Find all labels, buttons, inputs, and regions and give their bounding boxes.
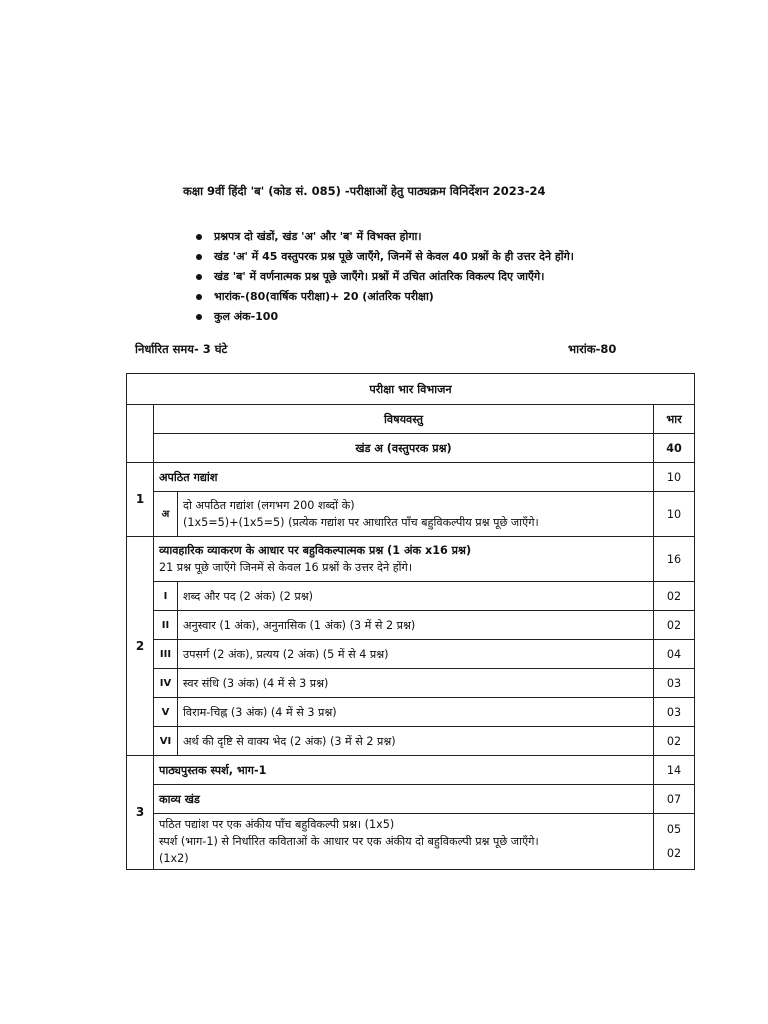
sub-item-marks: 03 bbox=[654, 669, 695, 698]
sub-item-marks: 02 bbox=[654, 582, 695, 611]
poetry-section-title: काव्य खंड bbox=[154, 785, 654, 814]
poetry-marks-a: 05 bbox=[666, 822, 682, 836]
table-row bbox=[127, 814, 695, 870]
table-row bbox=[127, 669, 695, 698]
header-marks: भार bbox=[654, 405, 695, 434]
poetry-details bbox=[154, 814, 654, 870]
question-title: पाठ्यपुस्तक स्पर्श, भाग-1 bbox=[154, 756, 654, 785]
question-line: 21 प्रश्न पूछे जाएँगे जिनमें से केवल 16 प्रश्नों के उत्तर देने होंगे। bbox=[159, 561, 413, 574]
question-marks: 16 bbox=[654, 537, 695, 582]
instruction-item: प्रश्नपत्र दो खंडों, खंड 'अ' और 'ब' में विभक्त होगा। bbox=[196, 228, 574, 248]
question-number: 2 bbox=[127, 537, 154, 756]
sub-item-marks: 04 bbox=[654, 640, 695, 669]
header-content: विषयवस्तु bbox=[154, 405, 654, 434]
table-row bbox=[127, 640, 695, 669]
poetry-line: स्पर्श (भाग-1) से निर्धारित कविताओं के आधार पर एक अंकीय दो बहुविकल्पी प्रश्न पूछे जाएँगे। bbox=[159, 835, 539, 848]
table-row bbox=[127, 463, 695, 492]
page-title: कक्षा 9वीं हिंदी 'ब' (कोड सं. 085) -परीक्षाओं हेतु पाठ्यक्रम विनिर्देशन 2023-24 bbox=[183, 184, 546, 198]
question-title: अपठित गद्यांश bbox=[154, 463, 654, 492]
table-header-row bbox=[127, 405, 695, 434]
sub-item-text: अर्थ की दृष्टि से वाक्य भेद (2 अंक) (3 में से 2 प्रश्न) bbox=[178, 727, 654, 756]
question-number: 1 bbox=[127, 463, 154, 537]
sub-item-label: III bbox=[154, 640, 178, 669]
table-row bbox=[127, 492, 695, 537]
question-title bbox=[154, 537, 654, 582]
sub-item-label: V bbox=[154, 698, 178, 727]
poetry-line: पठित पद्यांश पर एक अंकीय पाँच बहुविकल्पी प्रश्न। (1x5) bbox=[159, 818, 395, 831]
sub-item-label: VI bbox=[154, 727, 178, 756]
table-row bbox=[127, 611, 695, 640]
sub-item-text: अनुस्वार (1 अंक), अनुनासिक (1 अंक) (3 में से 2 प्रश्न) bbox=[178, 611, 654, 640]
question-marks: 14 bbox=[654, 756, 695, 785]
table-row bbox=[127, 537, 695, 582]
sub-item-text: विराम-चिह्न (3 अंक) (4 में से 3 प्रश्न) bbox=[178, 698, 654, 727]
section-a-marks: 40 bbox=[654, 434, 695, 463]
sub-item-line: (1x5=5)+(1x5=5) (प्रत्येक गद्यांश पर आधारित पाँच बहुविकल्पीय प्रश्न पूछे जाएँगे। bbox=[183, 516, 539, 529]
poetry-marks-b: 02 bbox=[666, 846, 682, 860]
sub-item-label: II bbox=[154, 611, 178, 640]
table-row bbox=[127, 756, 695, 785]
section-a-label: खंड अ (वस्तुपरक प्रश्न) bbox=[154, 434, 654, 463]
poetry-section-marks: 07 bbox=[654, 785, 695, 814]
table-row bbox=[127, 698, 695, 727]
table-row bbox=[127, 727, 695, 756]
sub-item-text: शब्द और पद (2 अंक) (2 प्रश्न) bbox=[178, 582, 654, 611]
question-line: व्यावहारिक व्याकरण के आधार पर बहुविकल्पात्मक प्रश्न (1 अंक x16 प्रश्न) bbox=[159, 544, 472, 557]
table-row bbox=[127, 785, 695, 814]
sub-item-marks: 02 bbox=[654, 727, 695, 756]
sub-item-text: उपसर्ग (2 अंक), प्रत्यय (2 अंक) (5 में से 4 प्रश्न) bbox=[178, 640, 654, 669]
instruction-item: खंड 'अ' में 45 वस्तुपरक प्रश्न पूछे जाएँगे, जिनमें से केवल 40 प्रश्नों के ही उत्तर देने होंगे। bbox=[196, 248, 574, 268]
sub-item-label: I bbox=[154, 582, 178, 611]
sub-item-text: स्वर संधि (3 अंक) (4 में से 3 प्रश्न) bbox=[178, 669, 654, 698]
table-caption-row bbox=[127, 374, 695, 405]
instruction-item: भारांक-(80(वार्षिक परीक्षा)+ 20 (आंतरिक परीक्षा) bbox=[196, 288, 574, 308]
section-a-row bbox=[127, 434, 695, 463]
table-caption: परीक्षा भार विभाजन bbox=[127, 374, 695, 405]
sub-item-text bbox=[178, 492, 654, 537]
sub-item-label: अ bbox=[154, 492, 178, 537]
sub-item-line: दो अपठित गद्यांश (लगभग 200 शब्दों के) bbox=[183, 499, 355, 512]
table-row bbox=[127, 582, 695, 611]
poetry-line: (1x2) bbox=[159, 852, 189, 865]
instruction-item: खंड 'ब' में वर्णनात्मक प्रश्न पूछे जाएँगे। प्रश्नों में उचित आंतरिक विकल्प दिए जाएँगे। bbox=[196, 268, 574, 288]
empty-cell bbox=[127, 405, 154, 463]
total-weightage: भारांक-80 bbox=[568, 342, 617, 356]
sub-item-label: IV bbox=[154, 669, 178, 698]
instruction-list bbox=[196, 228, 574, 328]
marks-distribution-table bbox=[126, 373, 695, 870]
sub-item-marks: 02 bbox=[654, 611, 695, 640]
question-marks: 10 bbox=[654, 463, 695, 492]
sub-item-marks: 03 bbox=[654, 698, 695, 727]
instruction-item: कुल अंक-100 bbox=[196, 308, 574, 328]
poetry-marks bbox=[654, 814, 695, 870]
sub-item-marks: 10 bbox=[654, 492, 695, 537]
question-number: 3 bbox=[127, 756, 154, 870]
time-allowed: निर्धारित समय- 3 घंटे bbox=[135, 342, 228, 356]
